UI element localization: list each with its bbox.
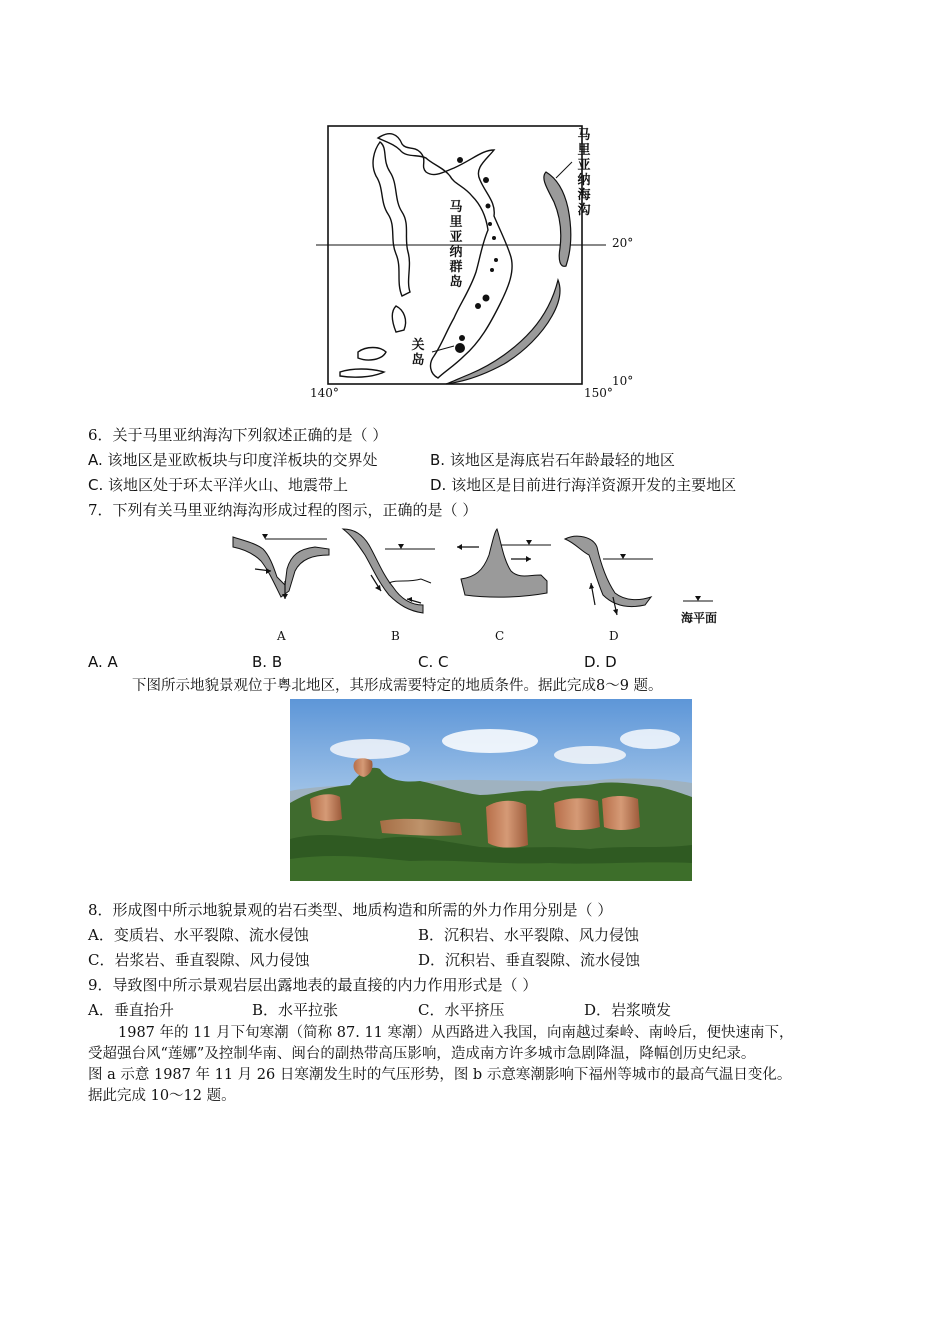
diagram-b-label: B xyxy=(391,629,400,643)
lon-150-label: 150° xyxy=(584,386,613,400)
q7-diagrams xyxy=(225,525,735,645)
sea-level-label: 海平面 xyxy=(681,611,718,625)
diagram-c-label: C xyxy=(495,629,505,643)
subduction-diagrams xyxy=(225,525,735,625)
q6-option-d[interactable]: D. 该地区是目前进行海洋资源开发的主要地区 xyxy=(430,476,737,494)
q9-stem: 9．导致图中所示景观岩层出露地表的最直接的内力作用形式是（ ） xyxy=(88,976,538,994)
diagram-a xyxy=(233,534,329,599)
q8-option-c[interactable]: C．岩浆岩、垂直裂隙、风力侵蚀 xyxy=(88,951,310,969)
intro-10-12-line-1: 1987 年的 11 月下旬寒潮（简称 87. 11 寒潮）从西路进入我国，向南越过秦岭、南岭后，便快速南下， xyxy=(118,1025,794,1041)
q8-option-b[interactable]: B．沉积岩、水平裂隙、风力侵蚀 xyxy=(418,926,640,944)
trench-label: 马里亚纳海沟 xyxy=(577,128,591,218)
diagram-a-label: A xyxy=(277,629,286,643)
q9-option-d[interactable]: D．岩浆喷发 xyxy=(584,1001,672,1019)
q6-option-b[interactable]: B. 该地区是海底岩石年龄最轻的地区 xyxy=(430,451,675,469)
q7-option-a[interactable]: A. A xyxy=(88,653,118,671)
lon-140-label: 140° xyxy=(310,386,339,400)
mariana-map-drawing xyxy=(310,120,650,410)
intro-8-9: 下图所示地貌景观位于粤北地区，其形成需要特定的地质条件。据此完成8～9 题。 xyxy=(132,678,663,694)
lat-10-label: 10° xyxy=(612,374,634,388)
landscape-illustration xyxy=(290,699,692,881)
q7-option-c[interactable]: C. C xyxy=(418,653,449,671)
danxia-landscape-photo xyxy=(290,699,692,881)
diagram-d-label: D xyxy=(609,629,619,643)
intro-10-12-line-4: 据此完成 10～12 题。 xyxy=(88,1088,236,1104)
q6-stem: 6．关于马里亚纳海沟下列叙述正确的是（ ） xyxy=(88,426,388,444)
q7-option-b[interactable]: B. B xyxy=(252,653,283,671)
lat-20-label: 20° xyxy=(612,236,634,250)
intro-10-12-line-3: 图 a 示意 1987 年 11 月 26 日寒潮发生时的气压形势，图 b 示意寒潮影响下福州等城市的最高气温日变化。 xyxy=(88,1067,792,1083)
diagram-d xyxy=(565,536,653,615)
guam-label: 关岛 xyxy=(411,338,425,368)
q8-stem: 8．形成图中所示地貌景观的岩石类型、地质构造和所需的外力作用分别是（ ） xyxy=(88,901,613,919)
q9-option-a[interactable]: A．垂直抬升 xyxy=(88,1001,174,1019)
q8-option-a[interactable]: A．变质岩、水平裂隙、流水侵蚀 xyxy=(88,926,309,944)
mariana-map xyxy=(310,120,650,410)
intro-10-12-line-2: 受超强台风“莲娜”及控制华南、闽台的副热带高压影响，造成南方许多城市急剧降温，降幅创历史纪录。 xyxy=(88,1046,756,1062)
q6-option-c[interactable]: C. 该地区处于环太平洋火山、地震带上 xyxy=(88,476,349,494)
q7-stem: 7．下列有关马里亚纳海沟形成过程的图示，正确的是（ ） xyxy=(88,501,478,519)
intro-10-12 xyxy=(88,1023,878,1107)
q9-option-c[interactable]: C．水平挤压 xyxy=(418,1001,505,1019)
q8-option-d[interactable]: D．沉积岩、垂直裂隙、流水侵蚀 xyxy=(418,951,641,969)
q9-option-b[interactable]: B．水平拉张 xyxy=(252,1001,339,1019)
diagram-c xyxy=(457,529,551,597)
q7-option-d[interactable]: D. D xyxy=(584,653,617,671)
islands-label: 马里亚纳群岛 xyxy=(449,200,463,290)
q6-option-a[interactable]: A. 该地区是亚欧板块与印度洋板块的交界处 xyxy=(88,451,378,469)
diagram-b xyxy=(343,529,435,613)
